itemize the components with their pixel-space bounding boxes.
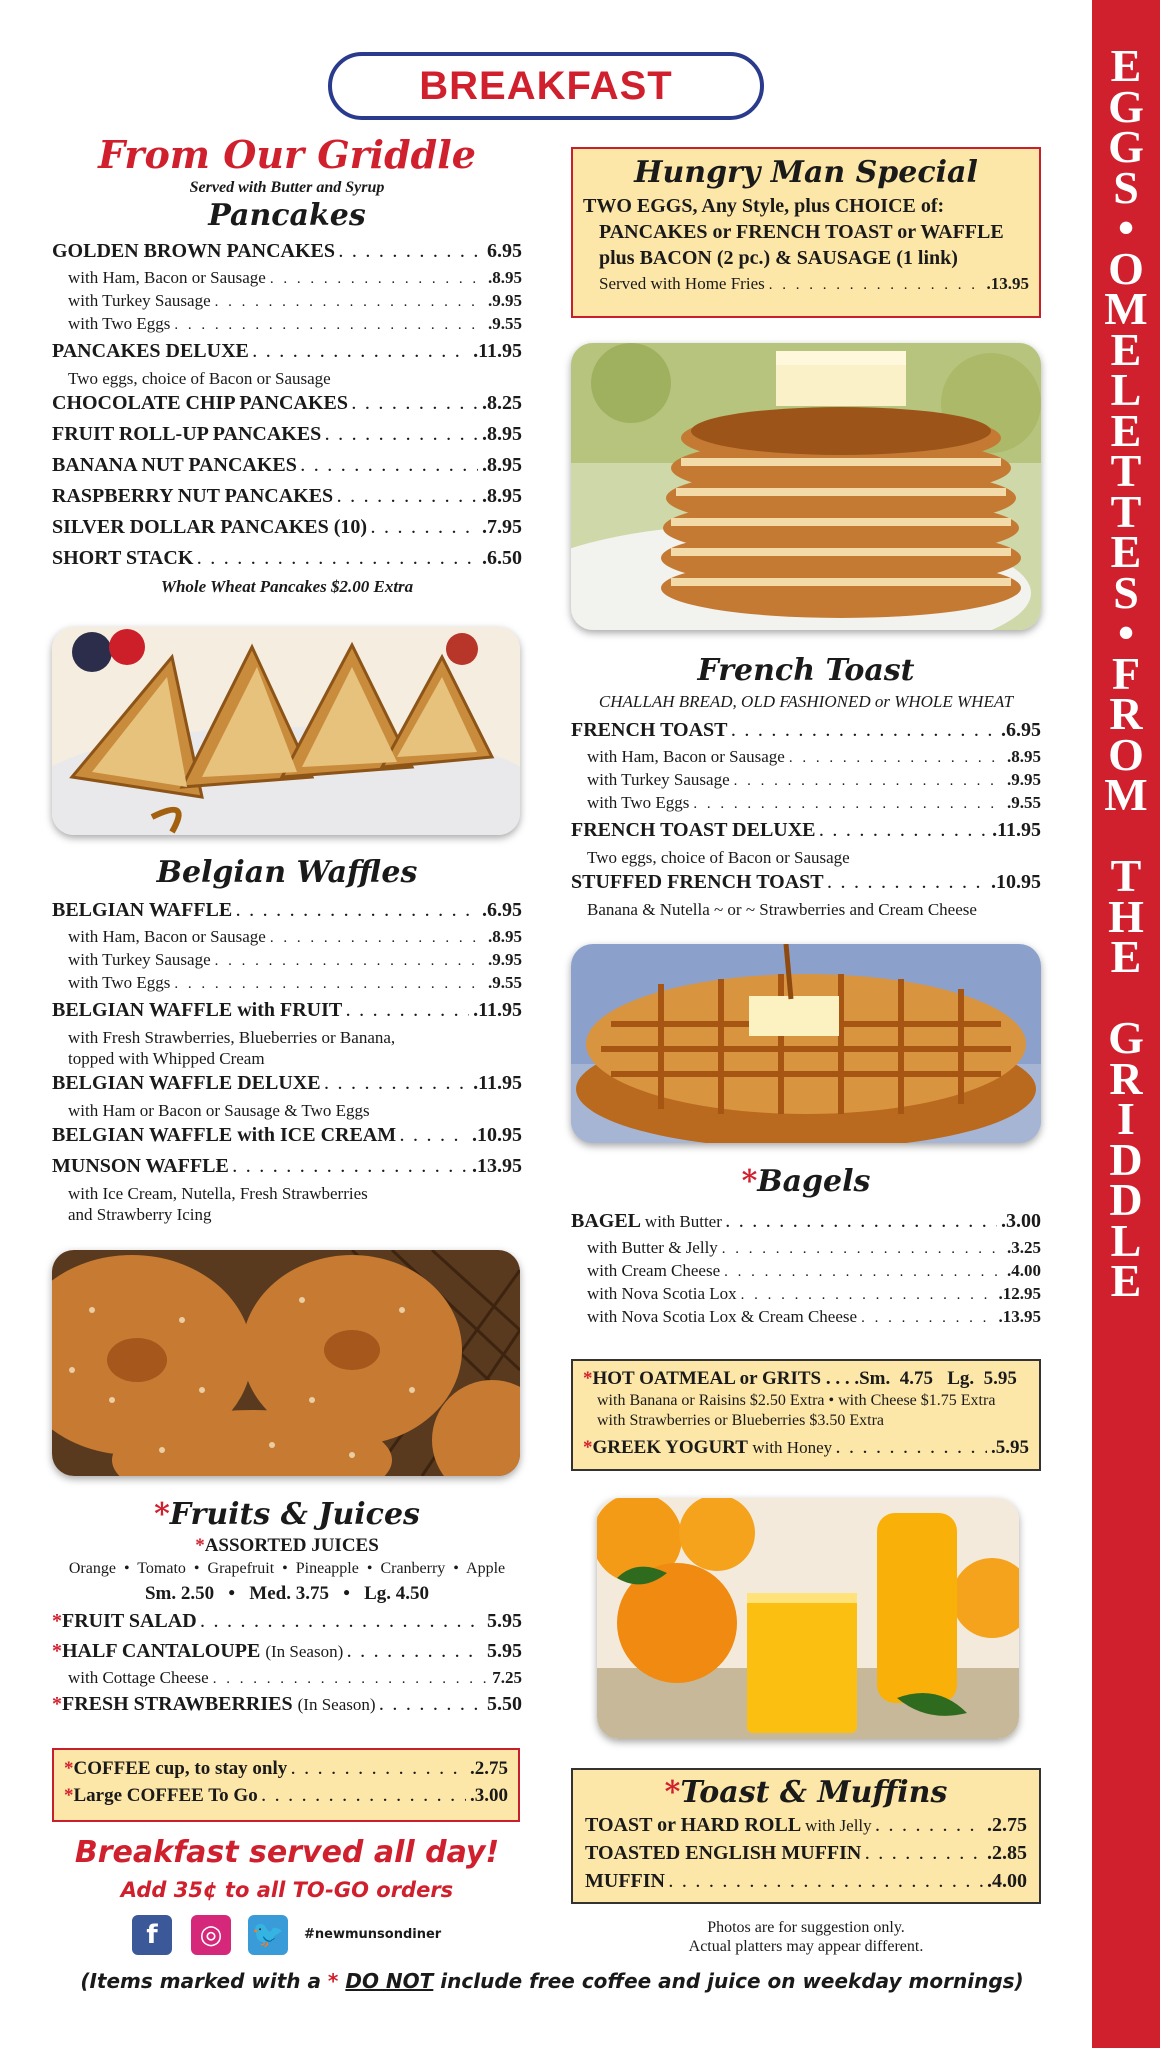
item-price: 5.50 — [487, 1693, 522, 1715]
item-price: .12.95 — [998, 1284, 1041, 1303]
sub-item-row — [571, 1284, 1041, 1307]
menu-item-row — [52, 1693, 522, 1721]
item-price: .9.55 — [488, 314, 522, 333]
side-banner — [1092, 0, 1160, 2048]
banner-letter: T — [1110, 850, 1142, 901]
item-price: .8.25 — [482, 392, 522, 414]
item-price: .3.00 — [470, 1785, 508, 1806]
leader-dots — [400, 1129, 468, 1146]
menu-item-row — [585, 1870, 1027, 1898]
leader-dots — [339, 245, 483, 262]
fruits-list — [52, 1610, 522, 1721]
waffles-section — [52, 853, 522, 1225]
menu-item-row — [52, 1072, 522, 1100]
item-name: SHORT STACK — [52, 547, 194, 569]
item-price: .13.95 — [998, 1307, 1041, 1326]
item-price: .11.95 — [473, 999, 522, 1021]
item-price: .2.85 — [987, 1842, 1027, 1864]
item-name: with Turkey Sausage — [587, 770, 730, 789]
coffee-row — [64, 1785, 508, 1812]
pancakes-list — [52, 240, 522, 575]
instagram-icon[interactable]: ◎ — [191, 1915, 231, 1955]
item-name: with Two Eggs — [587, 793, 690, 812]
bagels-list — [571, 1210, 1041, 1330]
sub-item-row — [52, 927, 522, 950]
juice-sizes: Sm. 2.50 • Med. 3.75 • Lg. 4.50 — [144, 1583, 430, 1604]
item-note: topped with Whipped Cream — [68, 1049, 265, 1068]
item-name: BANANA NUT PANCAKES — [52, 454, 297, 476]
banner-letter: F — [1111, 647, 1141, 699]
banner-letter: D — [1109, 1174, 1143, 1225]
griddle-subtitle: Served with Butter and Syrup — [189, 179, 385, 196]
leader-dots — [174, 317, 484, 334]
item-name: *FRUIT SALAD — [52, 1610, 197, 1632]
item-price: .6.95 — [482, 899, 522, 921]
item-note: with Ham or Bacon or Sausage & Two Eggs — [68, 1101, 370, 1120]
pancakes-photo — [571, 343, 1041, 630]
banner-letter: E — [1110, 1255, 1142, 1306]
item-name: GOLDEN BROWN PANCAKES — [52, 240, 335, 262]
sub-item-row — [571, 747, 1041, 770]
breakfast-header — [328, 52, 764, 120]
banner-letter: D — [1109, 1133, 1143, 1185]
sub-item-row — [52, 1668, 522, 1691]
sub-item-row — [52, 268, 522, 291]
banner-letter: L — [1110, 364, 1142, 415]
item-price: 7.25 — [492, 1668, 522, 1687]
leader-dots — [876, 1819, 983, 1836]
bagels-photo — [52, 1250, 520, 1476]
menu-item-row — [52, 340, 522, 368]
toast-title: Toast & Muffins — [680, 1775, 948, 1810]
item-name: STUFFED FRENCH TOAST — [571, 871, 824, 893]
french-title: French Toast — [697, 653, 915, 688]
french-list — [571, 719, 1041, 920]
item-name: with Ham, Bacon or Sausage — [68, 927, 266, 946]
hashtag: #newmunsondiner — [304, 1927, 442, 1942]
item-price: .6.95 — [1001, 719, 1041, 741]
item-price: 6.95 — [487, 240, 522, 262]
menu-item-row — [585, 1842, 1027, 1870]
menu-item-row — [52, 1124, 522, 1152]
leader-dots — [741, 1287, 995, 1304]
item-name: PANCAKES DELUXE — [52, 340, 249, 362]
bagels-title: Bagels — [757, 1164, 871, 1199]
item-price: .4.00 — [1007, 1261, 1041, 1280]
item-name: FRUIT ROLL-UP PANCAKES — [52, 423, 322, 445]
item-name: TOASTED ENGLISH MUFFIN — [585, 1842, 862, 1864]
item-name: BELGIAN WAFFLE with ICE CREAM — [52, 1124, 397, 1146]
banner-letter: E — [1110, 526, 1142, 577]
hungry-title: Hungry Man Special — [634, 155, 978, 190]
item-name: with Butter & Jelly — [587, 1238, 718, 1257]
leader-dots — [197, 552, 478, 569]
item-price: 5.95 — [487, 1610, 522, 1632]
photos-note-1: Photos are for suggestion only. — [707, 1919, 905, 1936]
fruits-star: * — [154, 1497, 170, 1532]
banner-letter: L — [1110, 1214, 1142, 1266]
fruits-title: Fruits & Juices — [169, 1497, 420, 1532]
item-price: .9.55 — [1007, 793, 1041, 812]
item-name: with Two Eggs — [68, 314, 171, 333]
oatmeal-sizes: . . . .Sm. 4.75 Lg. 5.95 — [825, 1368, 1017, 1389]
menu-item-row — [52, 1640, 522, 1668]
leader-dots — [371, 521, 478, 538]
sub-item-row — [52, 950, 522, 973]
toast-list — [585, 1814, 1027, 1898]
item-price: .11.95 — [473, 1072, 522, 1094]
leader-dots — [346, 1004, 469, 1021]
item-note: and Strawberry Icing — [68, 1205, 212, 1224]
item-price: .6.50 — [482, 547, 522, 569]
leader-dots — [861, 1310, 994, 1327]
leader-dots — [201, 1615, 483, 1632]
item-price: .11.95 — [992, 819, 1041, 841]
menu-item-row — [52, 423, 522, 451]
leader-dots — [693, 796, 1003, 813]
item-name: *Large COFFEE To Go — [64, 1785, 258, 1806]
leader-dots — [215, 294, 484, 311]
leader-dots — [820, 824, 989, 841]
leader-dots — [270, 271, 484, 288]
item-price: .9.55 — [488, 973, 522, 992]
oranges-juice-photo — [597, 1498, 1019, 1739]
item-name: with Nova Scotia Lox — [587, 1284, 737, 1303]
oatmeal-note1: with Banana or Raisins $2.50 Extra • with Cheese $1.75 Extra — [597, 1392, 996, 1409]
item-price: .9.95 — [488, 291, 522, 310]
item-name: FRENCH TOAST — [571, 719, 728, 741]
toast-star: * — [664, 1775, 681, 1810]
banner-letter: E — [1110, 931, 1142, 982]
coffee-box — [52, 1748, 520, 1822]
item-name: BAGEL with Butter — [571, 1210, 722, 1232]
item-name: BELGIAN WAFFLE — [52, 899, 233, 921]
item-qualifier: (In Season) — [265, 1642, 344, 1661]
item-name: with Turkey Sausage — [68, 950, 211, 969]
item-name: *COFFEE cup, to stay only — [64, 1758, 288, 1779]
banner-letter: • — [1117, 202, 1135, 253]
sub-item-row — [571, 1261, 1041, 1284]
menu-item-row — [52, 392, 522, 420]
coffee-row — [64, 1758, 508, 1785]
leader-dots — [301, 459, 478, 476]
star-marker: * — [64, 1785, 74, 1806]
leader-dots — [865, 1847, 983, 1864]
leader-dots — [215, 953, 484, 970]
pancakes-title: Pancakes — [208, 198, 366, 233]
item-price: .2.75 — [470, 1758, 508, 1779]
item-price: .3.25 — [1007, 1238, 1041, 1257]
star-marker: * — [64, 1758, 74, 1779]
served-all-day: Breakfast served all day! — [74, 1835, 500, 1870]
item-name: with Two Eggs — [68, 973, 171, 992]
waffles-title: Belgian Waffles — [156, 855, 418, 890]
item-price: .2.75 — [987, 1814, 1027, 1836]
toast-muffins-box — [571, 1768, 1041, 1904]
leader-dots — [734, 773, 1003, 790]
facebook-icon[interactable]: f — [132, 1915, 172, 1955]
item-price: .10.95 — [991, 871, 1041, 893]
item-note: Banana & Nutella ~ or ~ Strawberries and Cream Cheese — [587, 900, 977, 919]
leader-dots — [669, 1875, 983, 1892]
banner-letter: G — [1108, 80, 1144, 132]
leader-dots — [724, 1264, 1003, 1281]
leader-dots — [291, 1762, 466, 1779]
french-toast-photo — [52, 627, 520, 835]
item-note: Two eggs, choice of Bacon or Sausage — [68, 369, 331, 388]
item-price: .11.95 — [473, 340, 522, 362]
star-marker: * — [52, 1640, 62, 1662]
oatmeal-box: *HOT OATMEAL or GRITS . . . .Sm. 4.75 Lg. 5.95 with Banana or Raisins $2.50 Extra • with Cheese $1.75 Extra with Strawberries or Blueberries $3.50 Extra *GREEK YOGURT with Honey . . . .5.95 — [571, 1359, 1041, 1471]
banner-letter: H — [1108, 890, 1144, 942]
leader-dots — [380, 1698, 483, 1715]
item-price: .7.95 — [482, 516, 522, 538]
item-name: with Nova Scotia Lox & Cream Cheese — [587, 1307, 858, 1326]
item-name: with Turkey Sausage — [68, 291, 211, 310]
menu-item-row — [571, 819, 1041, 847]
waffles-list — [52, 899, 522, 1225]
item-note: Two eggs, choice of Bacon or Sausage — [587, 848, 850, 867]
hungry-man-box — [571, 147, 1041, 318]
item-name: CHOCOLATE CHIP PANCAKES — [52, 392, 348, 414]
photos-note-2: Actual platters may appear different. — [688, 1938, 924, 1955]
item-name: BELGIAN WAFFLE DELUXE — [52, 1072, 321, 1094]
fruits-section: *Fruits & Juices *ASSORTED JUICES Orange • Tomato • Grapefruit • Pineapple • Cranberry • Apple Sm. 2.50 • Med. 3.75 • Lg. 4.50 *FRUIT SALAD . . . 5.95 *HALF CANTALOUPE (In Season) . . . 5.95 with Cottage Cheese . . . 7.25 *FRESH STRAWBERRIES (In Season) . . . 5.50 — [52, 1496, 522, 1721]
hungry-served-row: Served with Home Fries . . . .13.95 — [583, 274, 1029, 297]
leader-dots — [262, 1789, 466, 1806]
yogurt-row: *GREEK YOGURT with Honey . . . .5.95 — [583, 1437, 1029, 1463]
banner-letter: T — [1110, 485, 1142, 537]
item-note: with Fresh Strawberries, Blueberries or Banana, — [68, 1028, 396, 1047]
star-marker: * — [52, 1610, 62, 1632]
bagels-star: * — [741, 1164, 758, 1199]
leader-dots — [722, 1241, 1003, 1258]
item-name: MUFFIN — [585, 1870, 665, 1892]
menu-item-row — [571, 871, 1041, 899]
item-name: BELGIAN WAFFLE with FRUIT — [52, 999, 343, 1021]
sub-item-row — [571, 1307, 1041, 1330]
item-name: MUNSON WAFFLE — [52, 1155, 229, 1177]
sub-item-row — [52, 314, 522, 337]
item-name: *FRESH STRAWBERRIES (In Season) — [52, 1693, 376, 1715]
item-price: .8.95 — [482, 485, 522, 507]
banner-letter: S — [1113, 566, 1139, 618]
star-marker: * — [52, 1693, 62, 1715]
banner-letter: G — [1108, 121, 1144, 172]
leader-dots — [726, 1215, 997, 1232]
item-price: .9.95 — [1007, 770, 1041, 789]
item-qualifier: with Jelly — [805, 1816, 872, 1835]
leader-dots — [174, 976, 484, 993]
item-name: with Ham, Bacon or Sausage — [587, 747, 785, 766]
juice-list: Orange • Tomato • Grapefruit • Pineapple • Cranberry • Apple — [68, 1560, 506, 1577]
item-qualifier: (In Season) — [297, 1695, 376, 1714]
page-title: BREAKFAST — [419, 63, 673, 108]
leader-dots — [253, 345, 469, 362]
item-price: .13.95 — [472, 1155, 522, 1177]
leader-dots — [233, 1160, 468, 1177]
item-name: with Cottage Cheese — [68, 1668, 209, 1687]
menu-item-row — [52, 899, 522, 927]
leader-dots — [347, 1645, 483, 1662]
banner-letter: E — [1110, 40, 1142, 91]
item-price: .4.00 — [987, 1870, 1027, 1892]
item-price: 5.95 — [487, 1640, 522, 1662]
sub-item-row — [52, 291, 522, 314]
leader-dots — [352, 397, 478, 414]
leader-dots — [270, 930, 484, 947]
disclaimer: (Items marked with a * DO NOT include free coffee and juice on weekday mornings) — [80, 1969, 1024, 1993]
item-price: .8.95 — [482, 423, 522, 445]
menu-item-row — [52, 999, 522, 1027]
menu-item-row — [52, 454, 522, 482]
banner-letter: O — [1108, 242, 1144, 294]
item-qualifier: with Butter — [644, 1212, 722, 1231]
item-name: with Cream Cheese — [587, 1261, 721, 1280]
banner-letter: S — [1113, 161, 1139, 213]
item-name: TOAST or HARD ROLL with Jelly — [585, 1814, 872, 1836]
leader-dots — [325, 1077, 470, 1094]
bagels-section — [571, 1162, 1041, 1330]
banner-letter: E — [1110, 323, 1142, 375]
item-price: .8.95 — [482, 454, 522, 476]
banner-letter: M — [1104, 283, 1148, 334]
french-toast-section — [571, 651, 1041, 920]
leader-dots — [732, 724, 997, 741]
item-price: .8.95 — [488, 927, 522, 946]
leader-dots — [213, 1671, 489, 1688]
pancakes-footnote: Whole Wheat Pancakes $2.00 Extra — [160, 577, 414, 596]
banner-letter: I — [1117, 1093, 1135, 1144]
sub-item-row — [571, 770, 1041, 793]
item-price: .10.95 — [472, 1124, 522, 1146]
sub-item-row — [571, 793, 1041, 816]
leader-dots — [789, 750, 1003, 767]
sub-item-row — [571, 1238, 1041, 1261]
juices-label: ASSORTED JUICES — [204, 1535, 379, 1556]
banner-letter: R — [1109, 688, 1143, 739]
hungry-line1: TWO EGGS, Any Style, plus CHOICE of: — [583, 195, 945, 217]
item-name: SILVER DOLLAR PANCAKES (10) — [52, 516, 368, 538]
griddle-section — [52, 132, 522, 597]
menu-item-row — [571, 1210, 1041, 1238]
griddle-title: From Our Griddle — [98, 132, 476, 177]
banner-letter: R — [1109, 1052, 1143, 1104]
menu-item-row — [52, 485, 522, 513]
menu-item-row — [571, 719, 1041, 747]
menu-item-row — [52, 1155, 522, 1183]
twitter-icon[interactable]: 🐦 — [248, 1915, 288, 1955]
banner-letter: E — [1110, 404, 1142, 456]
item-price: .8.95 — [1007, 747, 1041, 766]
oatmeal-name: HOT OATMEAL or GRITS — [592, 1368, 822, 1389]
menu-item-row — [52, 240, 522, 268]
oatmeal-note2: with Strawberries or Blueberries $3.50 Extra — [597, 1412, 885, 1429]
leader-dots — [325, 428, 478, 445]
hungry-line2: PANCAKES or FRENCH TOAST or WAFFLE — [599, 221, 1004, 243]
menu-item-row — [52, 516, 522, 544]
item-name: RASPBERRY NUT PANCAKES — [52, 485, 334, 507]
item-name: with Ham, Bacon or Sausage — [68, 268, 266, 287]
leader-dots — [236, 904, 478, 921]
hungry-line3: plus BACON (2 pc.) & SAUSAGE (1 link) — [599, 247, 958, 269]
banner-letter: M — [1104, 769, 1148, 820]
item-name: FRENCH TOAST DELUXE — [571, 819, 816, 841]
item-note: with Ice Cream, Nutella, Fresh Strawberries — [68, 1184, 368, 1203]
banner-letter: T — [1110, 445, 1142, 496]
banner-letter: O — [1108, 728, 1144, 780]
item-price: .3.00 — [1001, 1210, 1041, 1232]
item-name: *HALF CANTALOUPE (In Season) — [52, 1640, 344, 1662]
togo-note: Add 35¢ to all TO-GO orders — [120, 1878, 454, 1902]
item-price: .8.95 — [488, 268, 522, 287]
banner-letter: • — [1117, 607, 1135, 658]
leader-dots — [337, 490, 478, 507]
french-subtitle: CHALLAH BREAD, OLD FASHIONED or WHOLE WHEAT — [598, 692, 1014, 711]
sub-item-row — [52, 973, 522, 996]
leader-dots — [828, 876, 987, 893]
menu-item-row — [585, 1814, 1027, 1842]
banner-letter: G — [1108, 1012, 1144, 1063]
menu-item-row — [52, 547, 522, 575]
item-price: .9.95 — [488, 950, 522, 969]
menu-item-row — [52, 1610, 522, 1638]
waffle-photo — [571, 944, 1041, 1143]
